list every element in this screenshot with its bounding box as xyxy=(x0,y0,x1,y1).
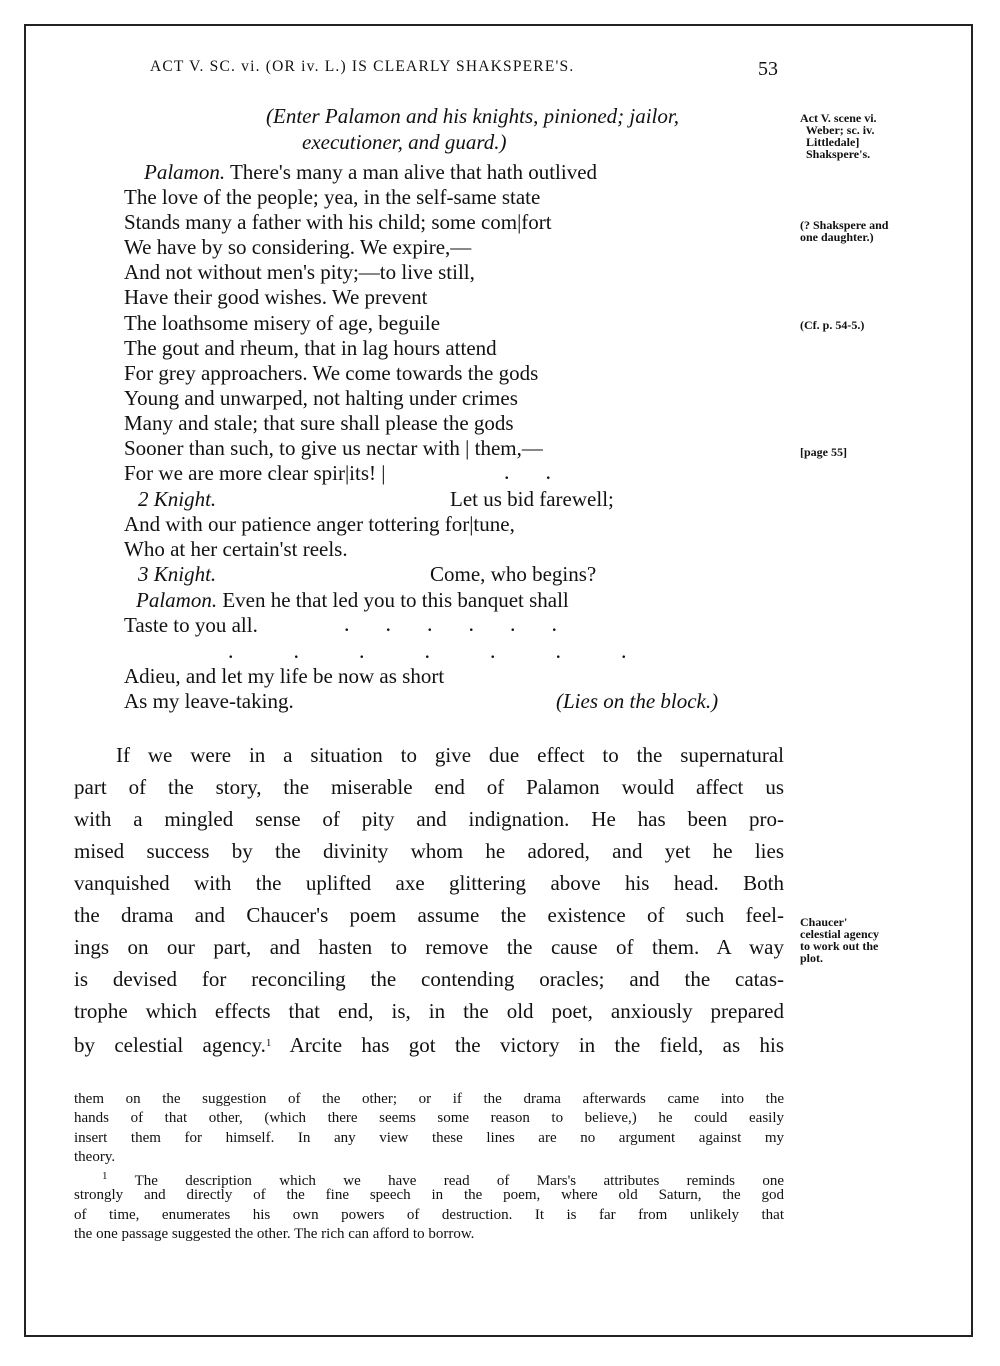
prose-line: is devised for reconciling the contending oracles; and the catas- xyxy=(74,967,784,991)
verse-line: Sooner than such, to give us nectar with | them,— xyxy=(124,436,543,460)
verse-text: Let us bid farewell; xyxy=(450,487,614,511)
prose-line: part of the story, the miserable end of Palamon would affect us xyxy=(74,775,784,799)
footnote-line: the one passage suggested the other. The rich can afford to borrow. xyxy=(74,1226,475,1243)
prose-line: If we were in a situation to give due effect to the supernatural xyxy=(116,743,784,767)
footnotes xyxy=(74,1090,784,1244)
speaker-knight-3: 3 Knight. xyxy=(138,562,217,586)
prose-line: the drama and Chaucer's poem assume the existence of such feel- xyxy=(74,903,784,927)
stage-direction-enter-2: executioner, and guard.) xyxy=(302,130,507,154)
verse-line xyxy=(138,487,216,512)
footnote-text: The description which we have read of Mars's attributes reminds one xyxy=(107,1173,784,1190)
prose-line: vanquished with the uplifted axe glittering above his head. Both xyxy=(74,871,784,895)
verse-line: Young and unwarped, not halting under crimes xyxy=(124,386,518,410)
verse-line xyxy=(138,562,216,587)
verse-line: The loathsome misery of age, beguile xyxy=(124,311,441,335)
prose-line: with a mingled sense of pity and indignation. He has been pro- xyxy=(74,807,784,831)
verse-line: And not without men's pity;—to live still, xyxy=(124,260,475,284)
margin-note-scene: Act V. scene vi. Weber; sc. iv. Littledale] Shakspere's. xyxy=(800,111,877,161)
prose-text: Arcite has got the victory in the field, as his xyxy=(271,1033,784,1057)
speaker-knight-2: 2 Knight. xyxy=(138,487,217,511)
footnote-number: 1 xyxy=(102,1170,108,1183)
footnote-line: strongly and directly of the fine speech in the poem, where old Saturn, the god xyxy=(74,1187,784,1204)
verse-line xyxy=(144,160,597,185)
verse-text: Come, who begins? xyxy=(430,562,597,586)
stage-direction-enter-1: (Enter Palamon and his knights, pinioned; jailor, xyxy=(266,104,679,128)
prose-line: trophe which effects that end, is, in the old poet, anxiously prepared xyxy=(74,999,784,1023)
footnote-line: theory. xyxy=(74,1148,116,1165)
footnote-line: them on the suggestion of the other; or if the drama afterwards came into the xyxy=(74,1091,784,1107)
verse-line: As my leave-taking. xyxy=(124,689,294,713)
margin-note-page: [page 55] xyxy=(800,445,847,459)
prose-line xyxy=(74,1027,784,1059)
verse-line: We have by so considering. We expire,— xyxy=(124,235,472,259)
verse-line: The gout and rheum, that in lag hours attend xyxy=(124,336,497,360)
ellipsis-row: ....... xyxy=(228,638,687,663)
verse-dots: ...... xyxy=(344,611,593,636)
page-number: 53 xyxy=(758,58,778,80)
footnote-marker: 1 xyxy=(265,1037,272,1049)
footnote-line: hands of that other, (which there seems some reason to believe,) he could easily xyxy=(74,1110,784,1127)
stage-direction-lies: (Lies on the block.) xyxy=(556,689,719,713)
prose-line: ings on our part, and hasten to remove the cause of them. A way xyxy=(74,935,784,959)
verse-line: Stands many a father with his child; some com|fort xyxy=(124,210,552,234)
prose-text: by celestial agency. xyxy=(74,1033,266,1057)
verse-line: Who at her certain'st reels. xyxy=(124,537,348,561)
verse-line xyxy=(136,588,569,613)
verse-text: Even he that led you to this banquet shall xyxy=(217,588,569,612)
running-title: ACT V. SC. vi. (OR iv. L.) IS CLEARLY SHAKSPERE'S. xyxy=(150,58,575,75)
margin-note-daughter: (? Shakspere and one daughter.) xyxy=(800,218,889,244)
footnote-line xyxy=(74,1167,784,1190)
verse-line: Many and stale; that sure shall please the gods xyxy=(124,411,514,435)
verse-dots: .. xyxy=(504,459,587,484)
speaker-palamon: Palamon. xyxy=(144,160,226,184)
prose-line: mised success by the divinity whom he adored, and yet he lies xyxy=(74,839,784,863)
verse-line: Have their good wishes. We prevent xyxy=(124,285,428,309)
margin-note-cf: (Cf. p. 54-5.) xyxy=(800,318,865,332)
verse-line: For we are more clear spir|its! | xyxy=(124,461,386,485)
speaker-palamon: Palamon. xyxy=(136,588,218,612)
footnote-line: of time, enumerates his own powers of destruction. It is far from unlikely that xyxy=(74,1206,784,1223)
verse-text: There's many a man alive that hath outlived xyxy=(225,160,598,184)
verse-line: For grey approachers. We come towards the gods xyxy=(124,361,539,385)
footnote-line: insert them for himself. In any view these lines are no argument against my xyxy=(74,1129,784,1146)
verse-line: The love of the people; yea, in the self-same state xyxy=(124,185,541,209)
verse-line: And with our patience anger tottering for|tune, xyxy=(124,512,515,536)
verse-line: Taste to you all. xyxy=(124,613,258,637)
body-paragraph xyxy=(74,739,784,1059)
margin-note-chaucer: Chaucer' celestial agency to work out the plot. xyxy=(800,915,879,965)
verse-line: Adieu, and let my life be now as short xyxy=(124,664,445,688)
